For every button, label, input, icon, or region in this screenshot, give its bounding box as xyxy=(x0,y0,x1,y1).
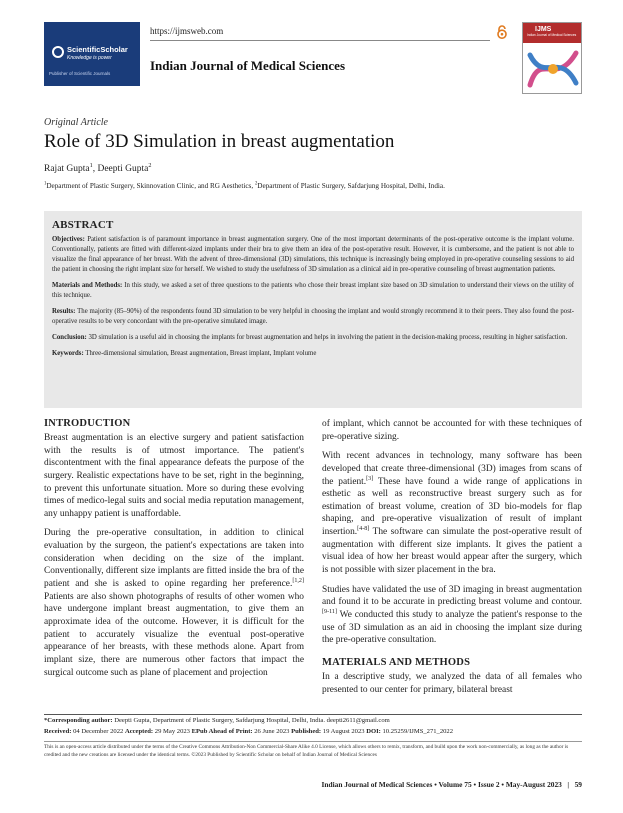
page-footer xyxy=(44,780,582,789)
abstract-methods xyxy=(52,281,574,301)
citation-line: Indian Journal of Medical Sciences • Volume 75 • Issue 2 • May-August 2023 xyxy=(321,780,562,789)
body-paragraph xyxy=(322,450,582,576)
author-name: , Deepti Gupta xyxy=(92,164,149,174)
article-type: Original Article xyxy=(44,117,108,128)
article-dates xyxy=(44,728,453,735)
corr-text: Deepti Gupta, Department of Plastic Surgery, Safdarjung Hospital, Delhi, India. deepti2611@gmail.com xyxy=(112,717,390,724)
abstract-heading: ABSTRACT xyxy=(52,219,114,231)
conclusion-text: 3D simulation is a useful aid in choosing the implants for breast augmentation and helps in involving the patient in the decision-making process, resulting in higher satisfaction. xyxy=(86,334,568,342)
citation-ref[interactable]: [9-11] xyxy=(322,608,338,615)
paragraph-text: The software can simulate the post-operative result of augmentation with different size implants. It gives the patient a visual idea of how her breast would appear after the surgery, which is not possible with sizer placement in the bra. xyxy=(322,527,582,576)
license-text: This is an open-access article distributed under the terms of the Creative Commons Attribution-Non Commercial-Share Alike 4.0 License, which allows others to remix, transform, and build upon the work non-commercially, as long as the author is credited and the new creations are licensed under the identical terms. ©2023 Published by Scientific Scholar on behalf of Indian Journal of Medical Sciences xyxy=(44,744,569,758)
open-access-icon xyxy=(496,25,508,39)
author-name: Rajat Gupta xyxy=(44,164,90,174)
affil-text: Department of Plastic Surgery, Safdarjung Hospital, Delhi, India. xyxy=(257,182,445,190)
paragraph-text: Patients are also shown photographs of results of other women who have undergone implant breast augmentation, to give them an approximate idea of the outcome. However, it is difficult for the patient to accurately visualize the eventual post-operative appearance of her breasts, with these methods alone. Apart from implant size, there are numerous other factors that impact the surgical outcome such as plane of placement and projection xyxy=(44,591,304,678)
logo-mark-icon xyxy=(52,46,64,58)
abstract-box xyxy=(44,211,582,408)
page-number: 59 xyxy=(574,780,582,789)
paragraph-text: These have found a wide range of applications in esthetic as well as reconstructive breast surgery such as for estimation of breast volume, creation of 3D bio-models for flap shaping, and pre-operative visualization of result of implant insertion. xyxy=(322,476,583,538)
footer-divider xyxy=(44,741,582,742)
body-paragraph: of implant, which cannot be accounted for with these techniques of pre-operative sizing. xyxy=(322,419,582,442)
abstract-keywords xyxy=(52,349,574,359)
results-text: The majority (85–90%) of the respondents found 3D simulation to be very helpful in choosing the implant and would strongly recommend it to their peers. They also found the post-operative results to be very concordant with the pre-operative simulated image. xyxy=(52,308,574,326)
article-title: Role of 3D Simulation in breast augmentation xyxy=(44,131,395,152)
accepted-label: Accepted: xyxy=(124,728,154,735)
publisher-logo xyxy=(44,22,140,86)
paragraph-text: Studies have validated the use of 3D imaging in breast augmentation and found it to be accurate in predicting breast volume and contour. xyxy=(322,584,582,608)
methods-text: In this study, we asked a set of three questions to the patients who chose their breast implant size based on 3D simulation to understand their views on the utility of this technique. xyxy=(52,282,574,300)
page-header xyxy=(44,22,582,92)
corresponding-author xyxy=(44,717,390,724)
journal-cover xyxy=(522,22,582,94)
abstract-results xyxy=(52,307,574,327)
received-label: Received: xyxy=(44,728,72,735)
paragraph-text: We conducted this study to analyze the patient's response to the use of 3D simulation as an aid in choosing the implant size during the pre-operative consultation. xyxy=(322,609,582,646)
epub-label: EPub Ahead of Print: xyxy=(191,728,253,735)
footer-divider xyxy=(44,714,582,715)
cover-subtitle: Indian Journal of Medical Sciences xyxy=(527,33,577,37)
published-label: Published: xyxy=(291,728,322,735)
journal-title: Indian Journal of Medical Sciences xyxy=(150,58,346,73)
citation-ref[interactable]: [3] xyxy=(366,475,374,482)
body-paragraph xyxy=(322,584,582,647)
author-affil-mark: 1 xyxy=(89,162,93,169)
affil-text: Department of Plastic Surgery, Skinnovation Clinic, and RG Aesthetics, xyxy=(46,182,255,190)
results-label: Results: xyxy=(52,308,76,316)
epub-date: 26 June 2023 xyxy=(252,728,292,735)
corr-label: *Corresponding author: xyxy=(44,717,113,724)
conclusion-label: Conclusion: xyxy=(52,334,87,342)
published-date: 19 August 2023 xyxy=(321,728,367,735)
section-heading-methods: MATERIALS AND METHODS xyxy=(322,656,471,668)
affil-mark: 2 xyxy=(254,181,258,187)
body-paragraph: In a descriptive study, we analyzed the data of all females who presented to our center for primary, bilateral breast xyxy=(322,671,582,695)
paragraph-text: With recent advances in technology, many software has been developed that create three-dimensional (3D) images from scans of the patient. xyxy=(322,451,582,487)
journal-url[interactable]: https://ijmsweb.com xyxy=(150,26,224,36)
accepted-date: 29 May 2023 xyxy=(153,728,192,735)
methods-label: Materials and Methods: xyxy=(52,282,123,290)
citation-ref[interactable]: [4-8] xyxy=(357,526,370,532)
body-paragraph xyxy=(44,527,304,679)
keywords-label: Keywords: xyxy=(52,350,84,358)
keywords-text: Three-dimensional simulation, Breast augmentation, Breast implant, Implant volume xyxy=(83,350,317,358)
logo-name: ScientificScholar xyxy=(67,45,128,54)
logo-tagline: Knowledge is power xyxy=(67,55,112,61)
affiliations xyxy=(44,182,445,190)
objectives-text: Patient satisfaction is of paramount importance in breast augmentation surgery. One of the most important determinants of the post-operative outcome is the implant volume. Conventionally, patients are fitted with different-sized implants under their bra to give them an idea of the post-operative result. However, it is cumbersome, and the patient is not able to visualize the final appearance of her breast. With the advent of three-dimensional (3D) simulations, this technique is increasingly being employed in pre-operative counseling sessions to aid the patient in choosing the right implant size for herself. We wished to study the usefulness of 3D simulation as a clinical aid in pre-operative counseling of breast augmentation patients. xyxy=(52,236,574,274)
body-paragraph: Breast augmentation is an elective surgery and patient satisfaction with the results is of utmost importance. The patient's discontentment with the final appearance defeats the purpose of the surgery. Realistic expectations have to be set, right in the beginning, to prevent this unfortunate situation. More so during these evolving times of medico-legal suits and social media reputation management, any unhappy patient is unaffordable. xyxy=(44,433,304,519)
author-affil-mark: 2 xyxy=(148,162,152,169)
header-divider xyxy=(150,40,490,41)
cover-artwork-icon xyxy=(526,47,580,91)
received-date: 04 December 2022 xyxy=(71,728,125,735)
objectives-label: Objectives: xyxy=(52,236,85,243)
section-heading-introduction: INTRODUCTION xyxy=(44,418,131,429)
affil-mark: 1 xyxy=(44,181,47,187)
abstract-objectives xyxy=(52,235,574,275)
body-column-right xyxy=(322,418,582,703)
author-list xyxy=(44,164,151,174)
paragraph-text: During the pre-operative consultation, in addition to clinical evaluation by the surgeon, the patient's expectations are taken into consideration when deciding on the size of the implant. Conventionally, different size implants are fitted inside the bra of the patient and she is asked to opine regarding her preference. xyxy=(44,528,304,590)
citation-ref[interactable]: [1,2] xyxy=(292,577,304,584)
logo-publisher: Publisher of Scientific Journals xyxy=(49,71,111,76)
doi-label: DOI: xyxy=(366,728,381,735)
cover-abbr: IJMS xyxy=(535,26,552,33)
page-separator: | xyxy=(567,780,570,789)
body-column-left xyxy=(44,418,304,686)
doi-value[interactable]: 10.25259/IJMS_271_2022 xyxy=(380,728,454,735)
abstract-conclusion xyxy=(52,333,574,343)
